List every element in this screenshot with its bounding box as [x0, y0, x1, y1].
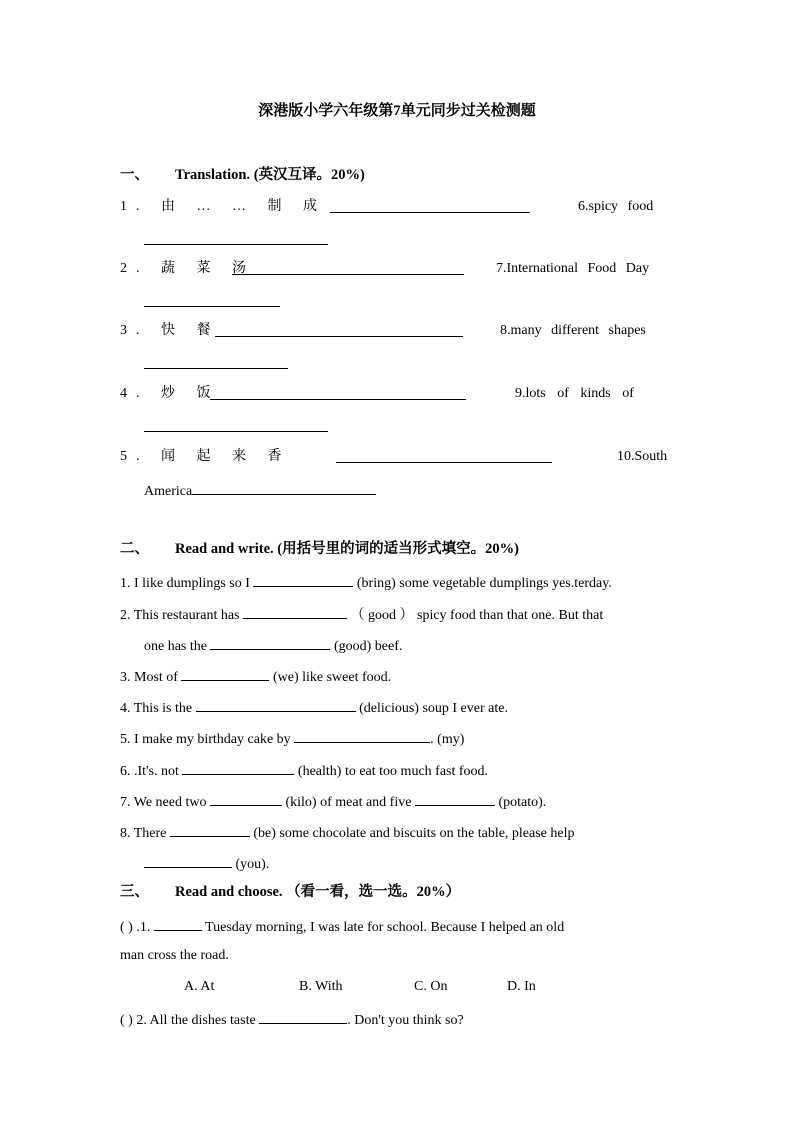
- section-2-heading: [120, 540, 519, 558]
- fill-item-3: [120, 666, 391, 687]
- section-2-title: Read and write. (用括号里的词的适当形式填空。20%): [175, 541, 519, 557]
- section-3-number: 三、: [120, 884, 149, 900]
- item-text: (you).: [235, 857, 270, 872]
- item-text: (be) some chocolate and biscuits on the table, please help: [253, 826, 575, 841]
- page-title: 深港版小学六年级第7单元同步过关检测题: [258, 103, 536, 119]
- fill-item-8: [120, 822, 575, 843]
- item-text: 1. I like dumplings so I: [120, 576, 250, 591]
- section-3-title: Read and choose. （看一看，选一选。20%）: [175, 884, 461, 900]
- section-1-heading: [120, 166, 365, 184]
- item-text: 5. I make my birthday cake by: [120, 732, 291, 747]
- answer-blank[interactable]: [144, 230, 328, 245]
- fill-item-4: [120, 697, 508, 718]
- item-9-text: 9.lots of kinds of: [515, 386, 634, 401]
- answer-blank[interactable]: [415, 791, 495, 806]
- answer-blank[interactable]: [144, 292, 280, 307]
- fill-item-2: [120, 604, 603, 625]
- translation-item-1: [120, 198, 326, 216]
- item-text: (delicious) soup I ever ate.: [359, 701, 508, 716]
- question-text: ( ) 2. All the dishes taste: [120, 1013, 256, 1028]
- section-2-number: 二、: [120, 541, 149, 557]
- item-text: (good) beef.: [333, 639, 403, 654]
- choice-question-2: [120, 1009, 464, 1030]
- answer-blank[interactable]: [170, 822, 250, 837]
- item-text: (we) like sweet food.: [272, 670, 392, 685]
- item-text: （ good ） spicy food than that one. But that: [350, 608, 604, 623]
- section-1-title: Translation. (英汉互译。20%): [175, 167, 365, 183]
- item-text: 4. This is the: [120, 701, 193, 716]
- item-10-word: America: [144, 484, 193, 499]
- answer-blank[interactable]: [232, 260, 464, 275]
- item-4-text: 4. 炒 饭: [120, 386, 220, 401]
- answer-blank[interactable]: [154, 916, 202, 931]
- choice-options-1: [184, 978, 584, 996]
- item-text: (health) to eat too much fast food.: [297, 764, 489, 779]
- item-text: (bring) some vegetable dumplings yes.terday.: [356, 576, 612, 591]
- item-text: (potato).: [498, 795, 547, 810]
- item-1-text: 1. 由 … … 制 成: [120, 199, 326, 214]
- choice-question-1-continued: man cross the road.: [120, 948, 229, 963]
- option-b[interactable]: B. With: [299, 979, 343, 994]
- question-text: . Don't you think so?: [347, 1013, 464, 1028]
- translation-item-4: [120, 385, 220, 403]
- answer-blank[interactable]: [210, 791, 282, 806]
- item-text: 3. Most of: [120, 670, 178, 685]
- item-text: 6. .It's. not: [120, 764, 179, 779]
- item-8-text: 8.many different shapes: [500, 323, 646, 338]
- item-7-text: 7.International Food Day: [496, 261, 650, 276]
- translation-item-3: [120, 322, 220, 340]
- answer-blank[interactable]: [196, 697, 356, 712]
- fill-item-8-continued: [144, 853, 269, 874]
- answer-blank[interactable]: [192, 480, 376, 495]
- item-text: (kilo) of meat and five: [285, 795, 412, 810]
- answer-blank[interactable]: [210, 635, 330, 650]
- answer-blank[interactable]: [243, 604, 347, 619]
- option-d[interactable]: D. In: [507, 979, 536, 994]
- option-a[interactable]: A. At: [184, 979, 215, 994]
- item-2-text: 2. 蔬 菜 汤: [120, 261, 255, 276]
- answer-blank[interactable]: [259, 1009, 347, 1024]
- answer-blank[interactable]: [215, 322, 463, 337]
- item-text: 2. This restaurant has: [120, 608, 240, 623]
- answer-blank[interactable]: [144, 417, 328, 432]
- translation-item-5: [120, 448, 291, 466]
- answer-blank[interactable]: [336, 448, 552, 463]
- answer-blank[interactable]: [210, 385, 466, 400]
- answer-blank[interactable]: [182, 760, 294, 775]
- answer-blank[interactable]: [181, 666, 269, 681]
- item-3-text: 3. 快 餐: [120, 323, 220, 338]
- item-text: 7. We need two: [120, 795, 207, 810]
- section-1-number: 一、: [120, 167, 149, 183]
- question-text: Tuesday morning, I was late for school. Because I helped an old: [205, 920, 565, 935]
- item-10-continuation: [144, 480, 376, 501]
- item-text: 8. There: [120, 826, 167, 841]
- fill-item-2-continued: [144, 635, 402, 656]
- fill-item-6: [120, 760, 488, 781]
- fill-item-1: [120, 572, 612, 593]
- item-5-text: 5. 闻 起 来 香: [120, 449, 291, 464]
- choice-question-1: [120, 916, 564, 937]
- answer-blank[interactable]: [144, 853, 232, 868]
- item-text: one has the: [144, 639, 207, 654]
- fill-item-7: [120, 791, 546, 812]
- answer-blank[interactable]: [294, 728, 430, 743]
- answer-blank[interactable]: [330, 198, 530, 213]
- option-c[interactable]: C. On: [414, 979, 448, 994]
- answer-bracket: ( ) .1.: [120, 920, 151, 935]
- item-text: . (my): [430, 732, 465, 747]
- item-6-text: 6.spicy food: [578, 199, 654, 214]
- answer-blank[interactable]: [144, 354, 288, 369]
- fill-item-5: [120, 728, 464, 749]
- answer-blank[interactable]: [253, 572, 353, 587]
- item-10-text: 10.South: [617, 449, 668, 464]
- section-3-heading: [120, 883, 460, 901]
